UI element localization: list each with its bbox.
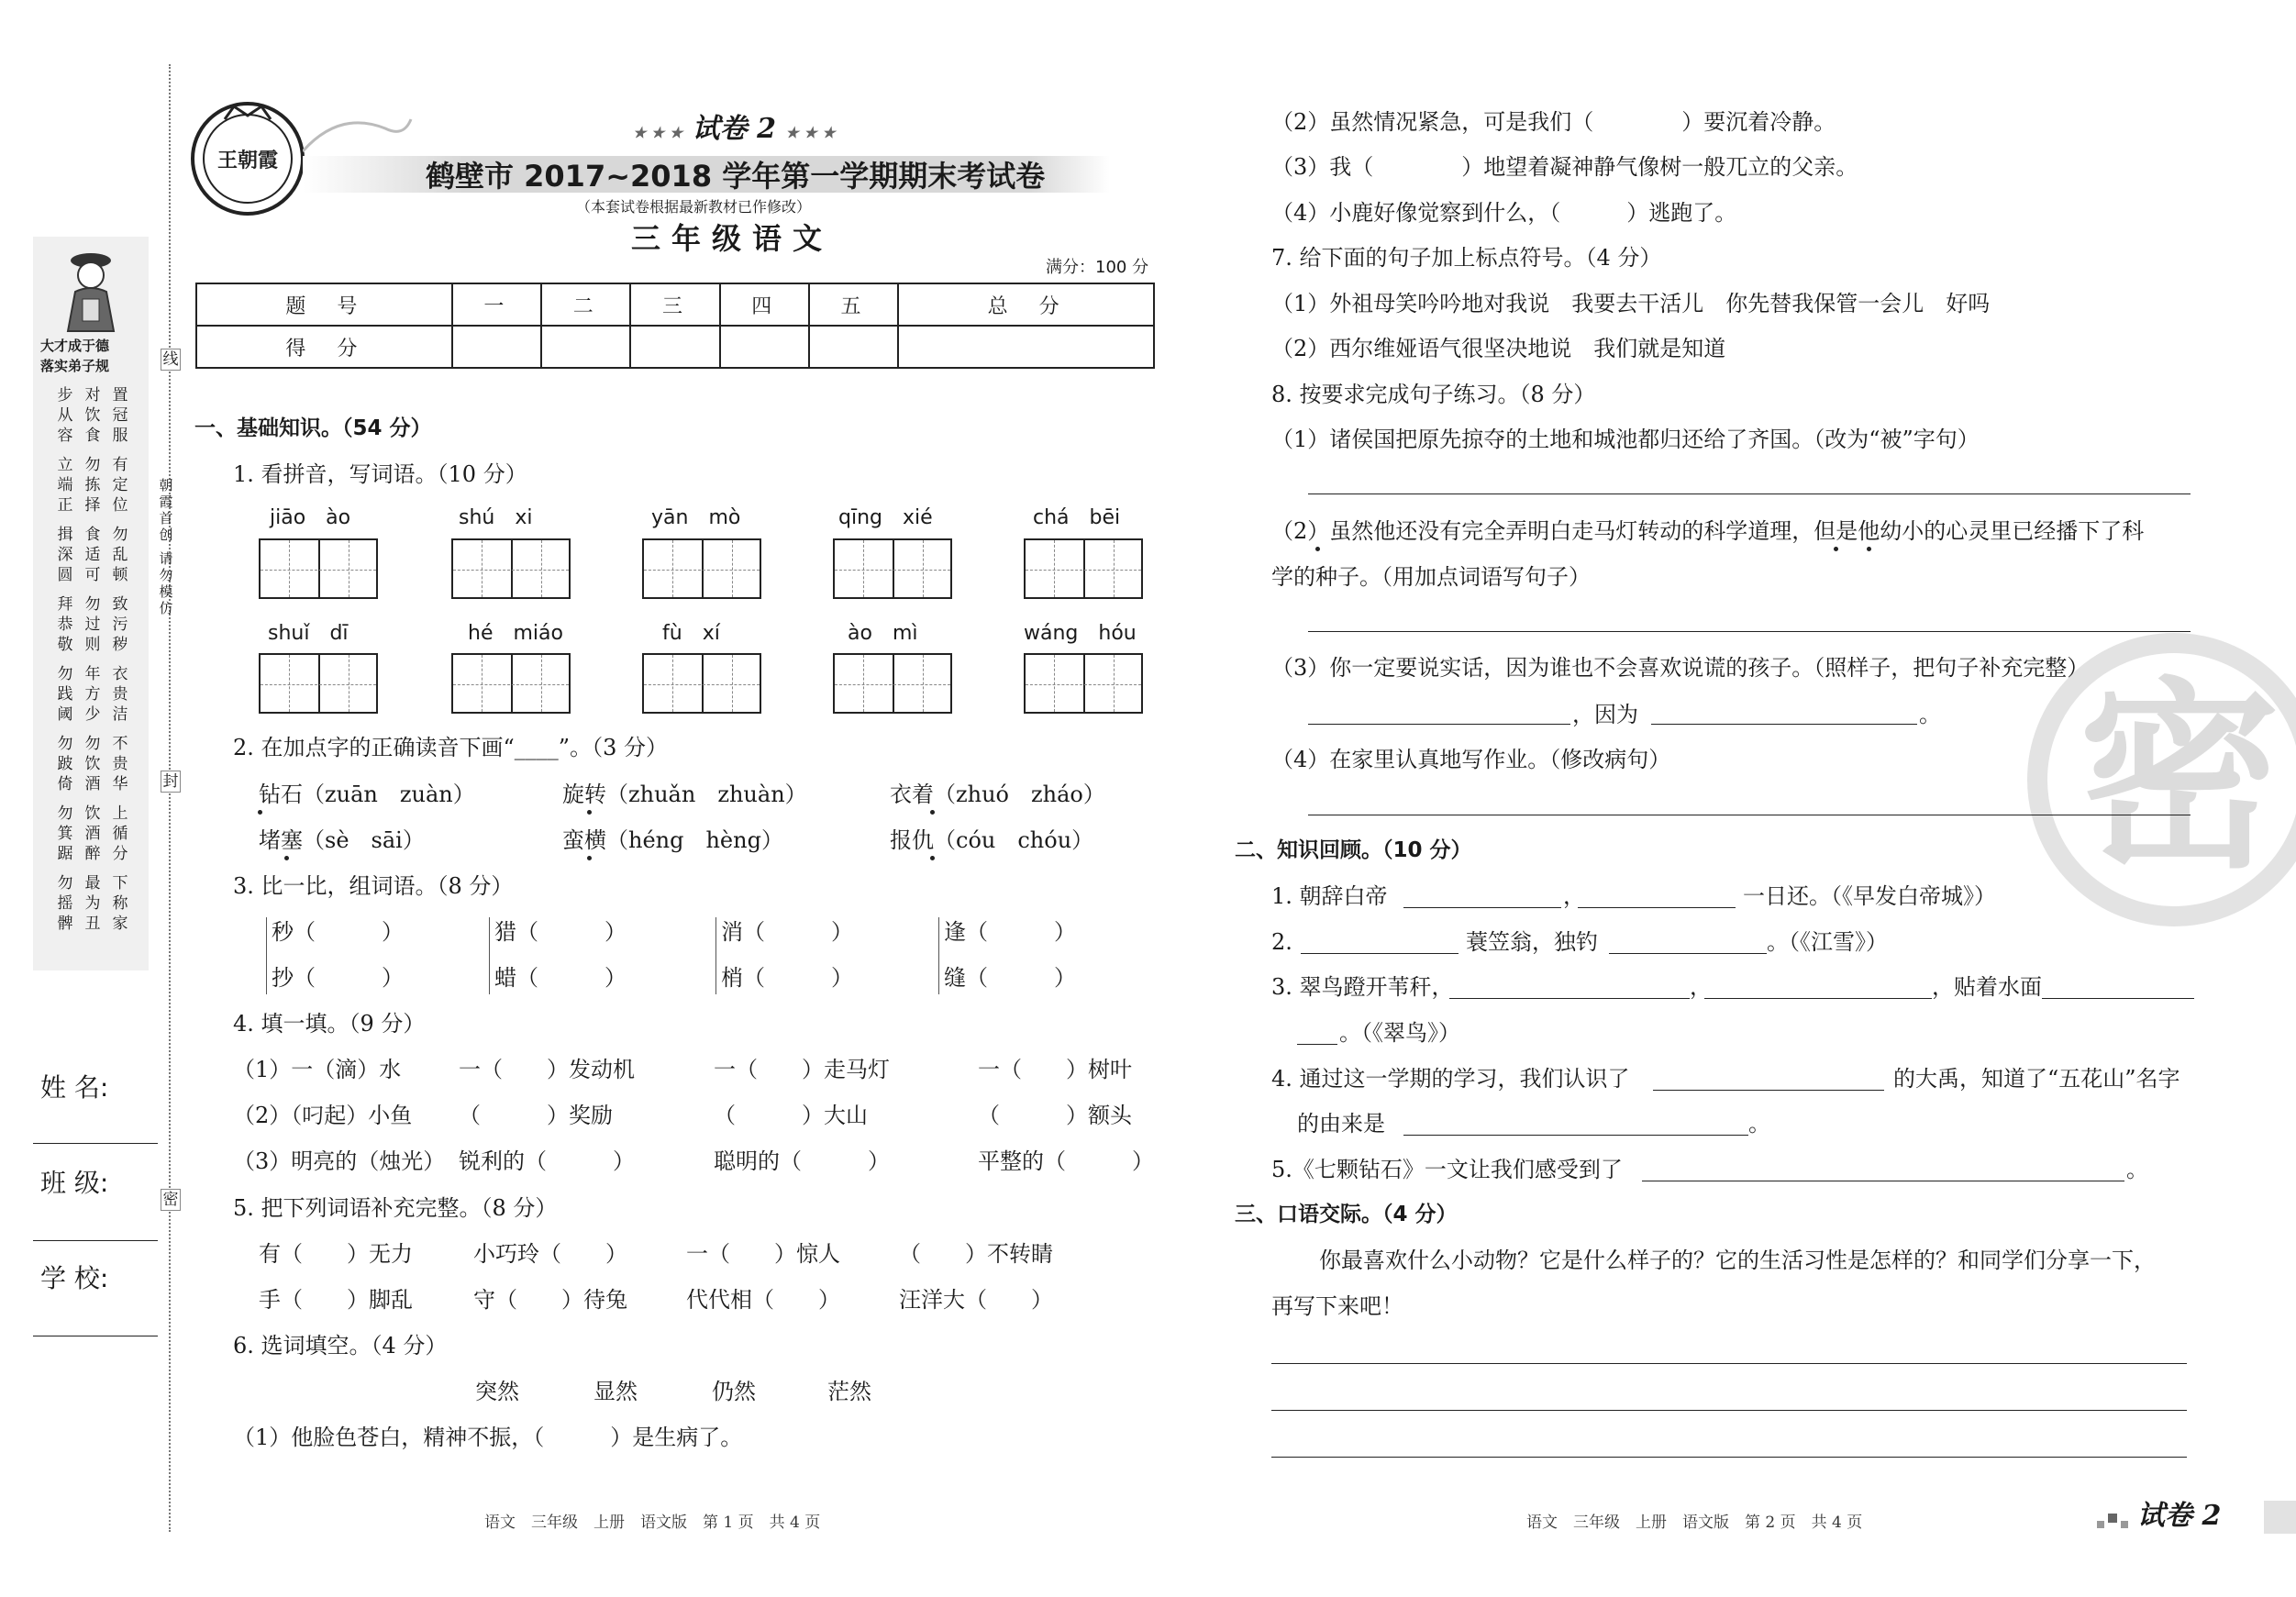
corner-label: 试卷 2 (2137, 1500, 2222, 1532)
pinyin-label: chá bēi (1033, 506, 1121, 529)
recall-5-a: 5.《七颗钻石》一文让我们感受到了 (1271, 1157, 1623, 1182)
writing-box[interactable] (259, 538, 378, 599)
answer-line[interactable] (1271, 1410, 2187, 1411)
q5_rows-item[interactable]: 守（ ）待兔 (473, 1287, 627, 1313)
q4-title: 4. 填一填。（9 分） (233, 1011, 426, 1037)
score-header-cell: 题 号 (196, 283, 452, 326)
pinyin-label: yān mò (651, 506, 741, 529)
q5_rows-item[interactable]: 一（ ）惊人 (686, 1241, 840, 1267)
recall-4-c: 的由来是 (1297, 1111, 1385, 1137)
q2-option[interactable]: 钻石（zuān zuàn） (259, 782, 475, 807)
maxim-column: 拜恭敬 (57, 595, 73, 654)
q8-item-2a: （2）虽然他还没有完全弄明白走马灯转动的科学道理，但是他幼小的心灵里已经播下了科 (1271, 518, 2145, 544)
score-cell[interactable] (809, 326, 898, 368)
answer-line[interactable] (1449, 998, 1690, 999)
answer-line[interactable] (1403, 1135, 1748, 1136)
q4_rows-item[interactable]: 一（ ）走马灯 (714, 1057, 890, 1082)
writing-box[interactable] (833, 538, 952, 599)
score-cell[interactable] (898, 326, 1154, 368)
name-label: 姓 名: (40, 1072, 109, 1103)
recall-3-a: 3. 翠鸟蹬开苇秆， (1271, 974, 1454, 1000)
q5_rows-item[interactable]: 手（ ）脚乱 (259, 1287, 413, 1313)
compare-bracket (489, 917, 490, 994)
recall-3-d: 。（《翠鸟》） (1339, 1020, 1460, 1046)
q4_rows-item[interactable]: （ ）大山 (714, 1103, 868, 1128)
q6-item-1[interactable]: （1）他脸色苍白，精神不振，（ ）是生病了。 (233, 1425, 743, 1450)
recall-1-b: ， (1563, 883, 1585, 909)
maxim-column: 立端正 (57, 456, 73, 515)
maxim-column: 衣贵洁 (112, 665, 128, 724)
maxim-column: 对饮食 (84, 386, 101, 445)
maxim-column: 食适可 (84, 526, 101, 584)
q1-title: 1. 看拼音，写词语。（10 分） (233, 461, 527, 487)
q7-item-2[interactable]: （2）西尔维娅语气很坚决地说 我们就是知道 (1271, 336, 1726, 361)
maxim-column: 致污秽 (112, 595, 128, 654)
q8-3-fill-2: 。 (1919, 702, 1941, 727)
score-table-header (196, 283, 1154, 326)
binding-line (169, 64, 171, 1532)
pinyin-label: ào mì (848, 622, 918, 645)
recall-2-c: 。（《江雪》） (1767, 929, 1888, 955)
maxim-column: 最为丑 (84, 874, 101, 933)
score-row-label: 得 分 (196, 326, 452, 368)
q3-item[interactable]: 秒（ ） (272, 919, 404, 945)
emphasis-dot (930, 810, 935, 815)
q8-item-1: （1）诸侯国把原先掠夺的土地和城池都归还给了齐国。（改为“被”字句） (1271, 427, 1980, 452)
writing-box[interactable] (642, 538, 761, 599)
q6-word: 茫然 (827, 1379, 871, 1404)
writing-box[interactable] (642, 653, 761, 714)
margin-note-line: 线 (161, 349, 181, 371)
answer-line[interactable] (1301, 953, 1459, 954)
emphasis-dot (284, 856, 289, 860)
maxim-column: 上循分 (112, 804, 128, 863)
sidebar-maxims-panel (33, 237, 149, 970)
oral-prompt-a: 你最喜欢什么小动物？它是什么样子的？它的生活习性是怎样的？和同学们分享一下， (1319, 1248, 2156, 1273)
q8-title: 8. 按要求完成句子练习。（8 分） (1271, 382, 1596, 407)
writing-box[interactable] (451, 538, 571, 599)
recall-4-a: 4. 通过这一学期的学习，我们认识了 (1271, 1066, 1630, 1092)
q6-item-2[interactable]: （2）虽然情况紧急，可是我们（ ）要沉着冷静。 (1271, 109, 1836, 135)
name-field[interactable] (33, 1143, 158, 1144)
answer-line[interactable] (1403, 907, 1561, 908)
full-marks: 满分：100 分 (1046, 258, 1149, 277)
pinyin-label: fù xí (662, 622, 720, 645)
maxim-column: 步从容 (57, 386, 73, 445)
maxim-column: 勿饮酒 (84, 735, 101, 793)
q8-3-fill-1: ，因为 (1572, 702, 1638, 727)
corner-bar (2264, 1501, 2296, 1534)
margin-note-2: 请勿模仿 (159, 550, 173, 616)
maxim-column: 勿跛倚 (57, 735, 73, 793)
series-label: ★ ★ ★ 试卷 2 ★ ★ ★ (633, 113, 836, 145)
score-cell[interactable] (630, 326, 719, 368)
score-table (195, 283, 1155, 369)
writing-box[interactable] (451, 653, 571, 714)
emphasis-dot (587, 810, 592, 815)
section-1-title: 一、基础知识。（54 分） (194, 416, 432, 440)
q3-item[interactable]: 梢（ ） (721, 965, 853, 991)
answer-line[interactable] (1609, 953, 1767, 954)
maxims-grid (55, 385, 138, 954)
maxim-column: 勿乱顿 (112, 526, 128, 584)
svg-text:王朝霞: 王朝霞 (216, 149, 279, 172)
pinyin-label: jiāo ào (270, 506, 351, 529)
q3-item[interactable]: 缝（ ） (944, 965, 1076, 991)
score-header-cell: 二 (541, 283, 630, 326)
q5_rows-item[interactable]: 小巧玲（ ） (473, 1241, 627, 1267)
maxim-column: 勿箕踞 (57, 804, 73, 863)
secret-stamp: 密 (2027, 633, 2296, 926)
recall-1-c: 一日还。（《早发白帝城》） (1743, 883, 1996, 909)
emphasis-dot (258, 810, 262, 815)
answer-line[interactable] (1578, 907, 1736, 908)
q3-item[interactable]: 蜡（ ） (494, 965, 627, 991)
subject-title: 三年级语文 (631, 221, 834, 256)
section-2-title: 二、知识回顾。（10 分） (1235, 838, 1472, 862)
class-field[interactable] (33, 1240, 158, 1241)
compare-bracket (715, 917, 716, 994)
score-header-cell: 一 (452, 283, 541, 326)
q3-item[interactable]: 逢（ ） (944, 919, 1076, 945)
section-3-title: 三、口语交际。（4 分） (1235, 1203, 1458, 1226)
q4_rows-item[interactable]: （ ）额头 (978, 1103, 1132, 1128)
score-header-cell: 总 分 (898, 283, 1154, 326)
emphasis-dot (1834, 547, 1838, 551)
score-cell[interactable] (541, 326, 630, 368)
q3-item[interactable]: 猎（ ） (494, 919, 627, 945)
q8-item-4: （4）在家里认真地写作业。（修改病句） (1271, 747, 1671, 772)
q2-option[interactable]: 旋转（zhuǎn zhuàn） (562, 782, 807, 807)
emphasis-dot (587, 856, 592, 860)
q2-option[interactable]: 衣着（zhuó zháo） (890, 782, 1105, 807)
q6-title: 6. 选词填空。（4 分） (233, 1333, 448, 1359)
maxim-column: 勿拣择 (84, 456, 101, 515)
answer-line[interactable] (1308, 631, 2191, 632)
recall-3-b: ， (1690, 974, 1712, 1000)
maxim-column: 不贵华 (112, 735, 128, 793)
recall-3-c: ，贴着水面 (1932, 974, 2042, 1000)
q4_rows-item[interactable]: 一（ ）树叶 (978, 1057, 1132, 1082)
writing-box[interactable] (259, 653, 378, 714)
answer-line[interactable] (2042, 998, 2194, 999)
q5_rows-item[interactable]: （ ）不转睛 (899, 1241, 1053, 1267)
recall-1-a: 1. 朝辞白帝 (1271, 883, 1388, 909)
q4_rows-item[interactable]: （3）明亮的（烛光） (233, 1148, 446, 1174)
q3-item[interactable]: 消（ ） (721, 919, 853, 945)
q5-title: 5. 把下列词语补充完整。（8 分） (233, 1195, 558, 1221)
answer-line[interactable] (1651, 724, 1917, 725)
compare-bracket (266, 917, 267, 994)
recall-2-b: 蓑笠翁，独钓 (1466, 929, 1598, 955)
answer-line[interactable] (1704, 998, 1932, 999)
q4_rows-item[interactable]: 锐利的（ ） (459, 1148, 635, 1174)
q6-word: 仍然 (712, 1379, 756, 1404)
oral-prompt-b: 再写下来吧！ (1271, 1293, 1403, 1319)
pinyin-label: shú xi (459, 506, 533, 529)
maxim-column: 饮酒醉 (84, 804, 101, 863)
margin-note-seal: 封 (161, 771, 181, 793)
q3-title: 3. 比一比，组词语。（8 分） (233, 873, 514, 899)
margin-note-secret: 密 (161, 1189, 181, 1211)
maxim-column: 勿摇髀 (57, 874, 73, 933)
footer-left: 语文 三年级 上册 语文版 第 1 页 共 4 页 (484, 1514, 821, 1532)
pinyin-label: wáng hóu (1024, 622, 1137, 645)
q5_rows-item[interactable]: 汪洋大（ ） (899, 1287, 1053, 1313)
sidebar-title-1: 大才成于德 (40, 338, 110, 354)
footer-right: 语文 三年级 上册 语文版 第 2 页 共 4 页 (1526, 1514, 1863, 1532)
recall-4-d: 。 (1748, 1111, 1770, 1137)
answer-line[interactable] (1308, 724, 1570, 725)
maxim-column: 置冠服 (112, 386, 128, 445)
recall-5-b: 。 (2126, 1157, 2148, 1182)
sidebar-title-2: 落实弟子规 (40, 358, 110, 374)
q7-item-1[interactable]: （1）外祖母笑吟吟地对我说 我要去干活儿 你先替我保管一会儿 好吗 (1271, 291, 1991, 316)
exam-note: （本套试卷根据最新教材已作修改） (576, 198, 812, 216)
q5_rows-item[interactable]: 代代相（ ） (686, 1287, 840, 1313)
q6-word: 显然 (593, 1379, 638, 1404)
q6-word: 突然 (475, 1379, 519, 1404)
pinyin-label: hé miáo (468, 622, 563, 645)
maxim-column: 有定位 (112, 456, 128, 515)
q4_rows-item[interactable]: 聪明的（ ） (714, 1148, 890, 1174)
q6-item-4[interactable]: （4）小鹿好像觉察到什么，（ ）逃跑了。 (1271, 200, 1737, 226)
corner-dots (2095, 1508, 2132, 1536)
q7-title: 7. 给下面的句子加上标点符号。（4 分） (1271, 245, 1662, 271)
q2-option[interactable]: 报仇（cóu chóu） (890, 827, 1094, 853)
answer-line[interactable] (1297, 1044, 1337, 1045)
publisher-logo (188, 99, 307, 218)
score-table-row (196, 326, 1154, 368)
answer-line[interactable] (1271, 1363, 2187, 1364)
emphasis-dot (1315, 547, 1320, 551)
pinyin-label: qīng xié (838, 506, 933, 529)
q4_rows-item[interactable]: 平整的（ ） (978, 1148, 1154, 1174)
maxim-column: 勿过则 (84, 595, 101, 654)
maxim-column: 下称家 (112, 874, 128, 933)
writing-box[interactable] (1024, 538, 1143, 599)
answer-line[interactable] (1271, 1457, 2187, 1458)
q4_rows-item[interactable]: 一（ ）发动机 (459, 1057, 635, 1082)
pinyin-label: shuǐ dī (268, 622, 349, 645)
compare-bracket (938, 917, 939, 994)
ribbon-decoration (303, 101, 413, 156)
q3-item[interactable]: 抄（ ） (272, 965, 404, 991)
q4_rows-item[interactable]: （1）一（滴）水 (233, 1057, 402, 1082)
score-cell[interactable] (720, 326, 809, 368)
q2-option[interactable]: 蛮横（héng hèng） (562, 827, 783, 853)
q8-item-2b: 学的种子。（用加点词语写句子） (1271, 564, 1591, 590)
writing-box[interactable] (833, 653, 952, 714)
score-header-cell: 三 (630, 283, 719, 326)
score-cell[interactable] (452, 326, 541, 368)
school-label: 学 校: (40, 1263, 109, 1293)
q4_rows-item[interactable]: （ ）奖励 (459, 1103, 613, 1128)
maxim-column: 勿践阈 (57, 665, 73, 724)
q2-title: 2. 在加点字的正确读音下画“____”。（3 分） (233, 735, 668, 760)
q6-item-3[interactable]: （3）我（ ）地望着凝神静气像树一般兀立的父亲。 (1271, 154, 1858, 180)
recall-4-b: 的大禹，知道了“五花山”名字 (1893, 1066, 2180, 1092)
q4_rows-item[interactable]: （2）（叼起）小鱼 (233, 1103, 413, 1128)
sidebar-figure (59, 244, 123, 336)
recall-2-a: 2. (1271, 929, 1292, 955)
class-label: 班 级: (40, 1168, 109, 1198)
emphasis-dot (1867, 547, 1871, 551)
score-header-cell: 五 (809, 283, 898, 326)
q5_rows-item[interactable]: 有（ ）无力 (259, 1241, 413, 1267)
q8-item-3: （3）你一定要说实话，因为谁也不会喜欢说谎的孩子。（照样子，把句子补充完整） (1271, 655, 2090, 681)
score-header-cell: 四 (720, 283, 809, 326)
maxim-column: 年方少 (84, 665, 101, 724)
exam-title: 鹤壁市 2017~2018 学年第一学期期末考试卷 (426, 159, 1046, 194)
answer-line[interactable] (1653, 1090, 1884, 1091)
writing-box[interactable] (1024, 653, 1143, 714)
emphasis-dot (930, 856, 935, 860)
q2-option[interactable]: 堵塞（sè sāi） (259, 827, 425, 853)
margin-note-1: 朝霞首创 (159, 477, 173, 543)
maxim-column: 揖深圆 (57, 526, 73, 584)
